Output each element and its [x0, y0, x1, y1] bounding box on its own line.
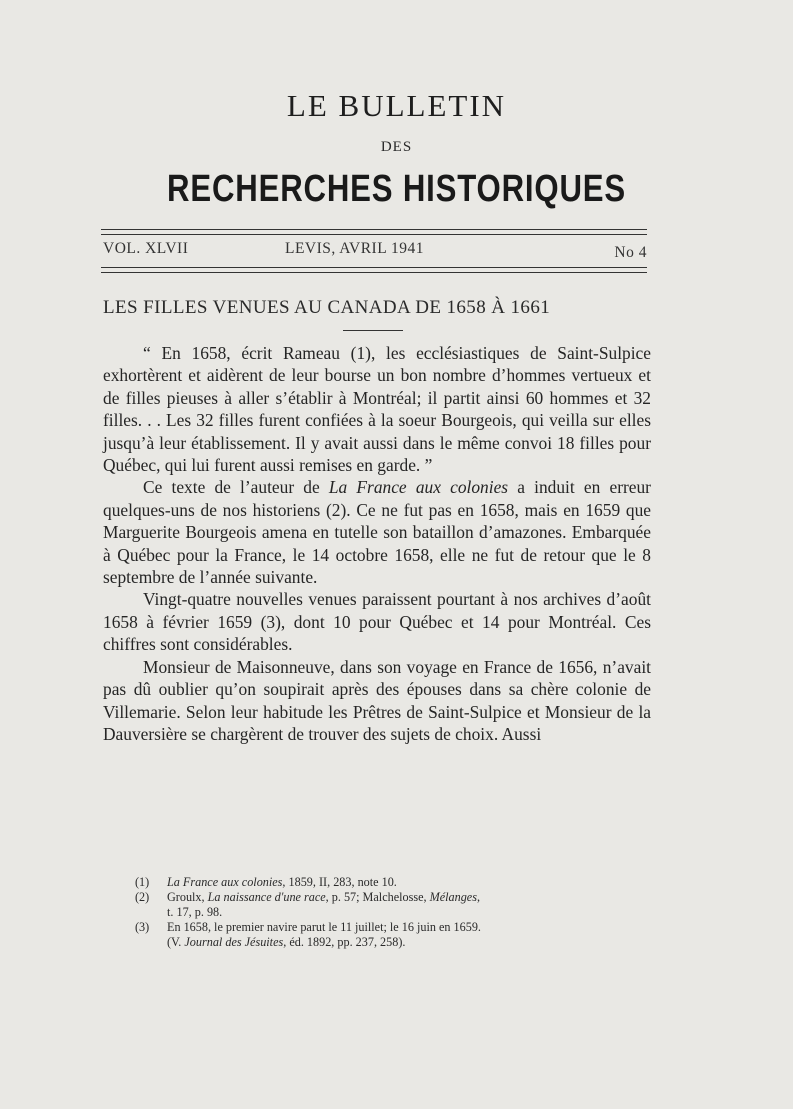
footnote-3: [103, 920, 651, 935]
footnotes: [103, 875, 651, 950]
paragraph-2-before: Ce texte de l’auteur de: [143, 477, 329, 498]
header-rule-bottom: [101, 267, 647, 268]
footnote-2-number: (2): [135, 890, 150, 904]
footnote-2-continuation: t. 17, p. 98.: [167, 905, 223, 919]
issue-volume: VOL. XLVII: [103, 240, 189, 257]
header-rule-top: [101, 229, 647, 230]
masthead-title-line3: RECHERCHES HISTORIQUES: [167, 168, 626, 210]
footnote-2-italic-2: Mélanges: [429, 890, 477, 904]
issue-place-date: LEVIS, AVRIL 1941: [285, 240, 424, 257]
footnote-3-italic: Journal des Jésuites: [184, 935, 284, 949]
footnote-1-rest: , 1859, II, 283, note 10.: [282, 875, 397, 889]
article-body: [103, 342, 651, 745]
footnote-2-b: , p. 57; Malchelosse,: [325, 890, 430, 904]
footnote-3-continuation: [103, 935, 651, 950]
paragraph-3: Vingt-quatre nouvelles venues paraissent pourtant à nos archives d’août 1658 à février 1659 (3), dont 10 pour Québec et 14 pour Montréal. Ces chiffres sont considérables.: [103, 589, 651, 655]
footnote-3-c: , éd. 1892, pp. 237, 258).: [283, 935, 406, 949]
footnote-1-italic: La France aux colonies: [167, 875, 283, 889]
footnote-2-a: Groulx,: [167, 890, 208, 904]
paragraph-2: [103, 476, 651, 588]
footnote-2-text: [167, 890, 651, 905]
article-title: LES FILLES VENUES AU CANADA DE 1658 À 1661: [103, 297, 551, 318]
paragraph-1: “ En 1658, écrit Rameau (1), les ecclésiastiques de Saint-Sulpice exhortèrent et aidèrent de leur bourse un bon nombre d’hommes vertueux et de filles pieuses à aller s’établir à Montréal; il partit ainsi 60 hommes et 32 filles. . . Les 32 filles furent confiées à la soeur Bourgeois, qui veilla sur elles jusqu’à leur établissement. Il y avait aussi dans le même convoi 18 filles pour Québec, qui lui furent aussi remises en garde. ”: [103, 343, 651, 476]
footnote-1-number: (1): [135, 875, 150, 889]
title-divider: [343, 330, 403, 331]
header-rule-bottom-inner: [101, 272, 647, 273]
footnote-2-c: ,: [476, 890, 481, 904]
footnote-3-b: (V.: [167, 935, 185, 949]
paragraph-2-italic-title: La France aux colonies: [328, 477, 509, 498]
footnote-2-italic-1: La naissance d'une race: [207, 890, 326, 904]
paragraph-4: Monsieur de Maisonneuve, dans son voyage en France de 1656, n’avait pas dû oublier qu’on soupirait après des épouses dans sa chère colonie de Villemarie. Selon leur habitude les Prêtres de Saint-Sulpice et Monsieur de la Dauversière se chargèrent de trouver des sujets de choix. Aussi: [103, 656, 651, 744]
footnote-3-number: (3): [135, 920, 150, 934]
issue-number: No 4: [614, 244, 647, 261]
masthead-title-line1: LE BULLETIN: [286, 88, 507, 123]
footnote-2: [103, 890, 651, 905]
footnote-1-text: [167, 875, 651, 890]
masthead-title-line2: DES: [380, 139, 413, 155]
footnote-3-text: En 1658, le premier navire parut le 11 juillet; le 16 juin en 1659.: [167, 920, 481, 934]
footnote-1: [103, 875, 651, 890]
issue-line: [103, 240, 647, 264]
header-rule-top-inner: [101, 234, 647, 235]
paragraph-2-after: a induit en erreur quelques-uns de nos historiens (2). Ce ne fut pas en 1658, mais en 1659 que Marguerite Bourgeois amena en tutelle son bataillon d’amazones. Embarquée à Québec pour la France, le 14 octobre 1658, elle ne fut de retour que le 8 septembre de l’année suivante.: [103, 477, 651, 588]
